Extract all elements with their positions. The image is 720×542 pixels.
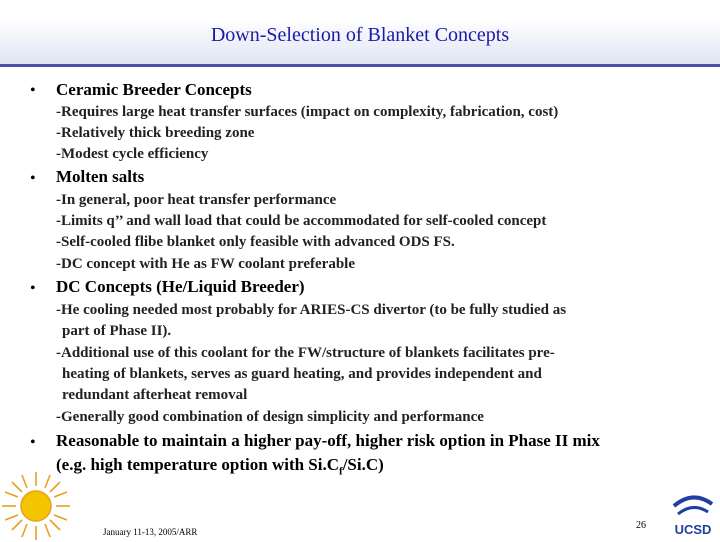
section-item: -He cooling needed most probably for ARIES-CS divertor (to be fully studied as [56,302,567,318]
section-item: part of Phase II). [62,323,172,339]
logo-wave [674,497,712,506]
sun-core [21,491,51,521]
slide-title: Down-Selection of Blanket Concepts [210,24,510,46]
section-item: -DC concept with He as FW coolant preferable [56,256,355,272]
final-line2-subscript: f [339,465,343,478]
section-item: redundant afterheat removal [62,387,248,403]
section-heading-ceramic: Ceramic Breeder Concepts [56,80,252,99]
final-bullet-line-1: Reasonable to maintain a higher pay-off, higher risk option in Phase II mix [56,431,600,450]
section-item: -Requires large heat transfer surfaces (impact on complexity, fabrication, cost) [56,104,559,120]
title-divider [0,64,720,67]
section-item: heating of blankets, serves as guard heating, and provides independent and [62,366,542,382]
ucsd-logo-icon [668,486,718,540]
section-item: -Self-cooled flibe blanket only feasible with advanced ODS FS. [56,234,455,250]
final-line2-suffix: /Si.C) [342,455,384,474]
logo-wave [678,507,708,514]
bullet-marker: • [30,434,36,451]
bullet-marker: • [30,170,36,187]
section-heading-molten-salts: Molten salts [56,167,145,186]
logo-text: UCSD [674,522,712,537]
bullet-marker: • [30,280,36,297]
bullet-marker: • [30,82,36,99]
section-item: -In general, poor heat transfer performance [56,192,337,208]
section-heading-dc-concepts: DC Concepts (He/Liquid Breeder) [56,277,305,296]
section-item: -Relatively thick breeding zone [56,125,255,141]
footer-date: January 11-13, 2005/ARR [103,527,198,537]
section-item: -Limits q’’ and wall load that could be accommodated for self-cooled concept [56,213,547,229]
page-number: 26 [636,520,646,531]
section-item: -Modest cycle efficiency [56,146,209,162]
final-line2-prefix: (e.g. high temperature option with Si.C [56,455,340,474]
sun-icon [0,470,72,542]
section-item: -Generally good combination of design simplicity and performance [56,409,484,425]
final-bullet-text [56,429,600,483]
final-bullet-line-2 [56,453,600,483]
section-item: -Additional use of this coolant for the FW/structure of blankets facilitates pre- [56,345,555,361]
